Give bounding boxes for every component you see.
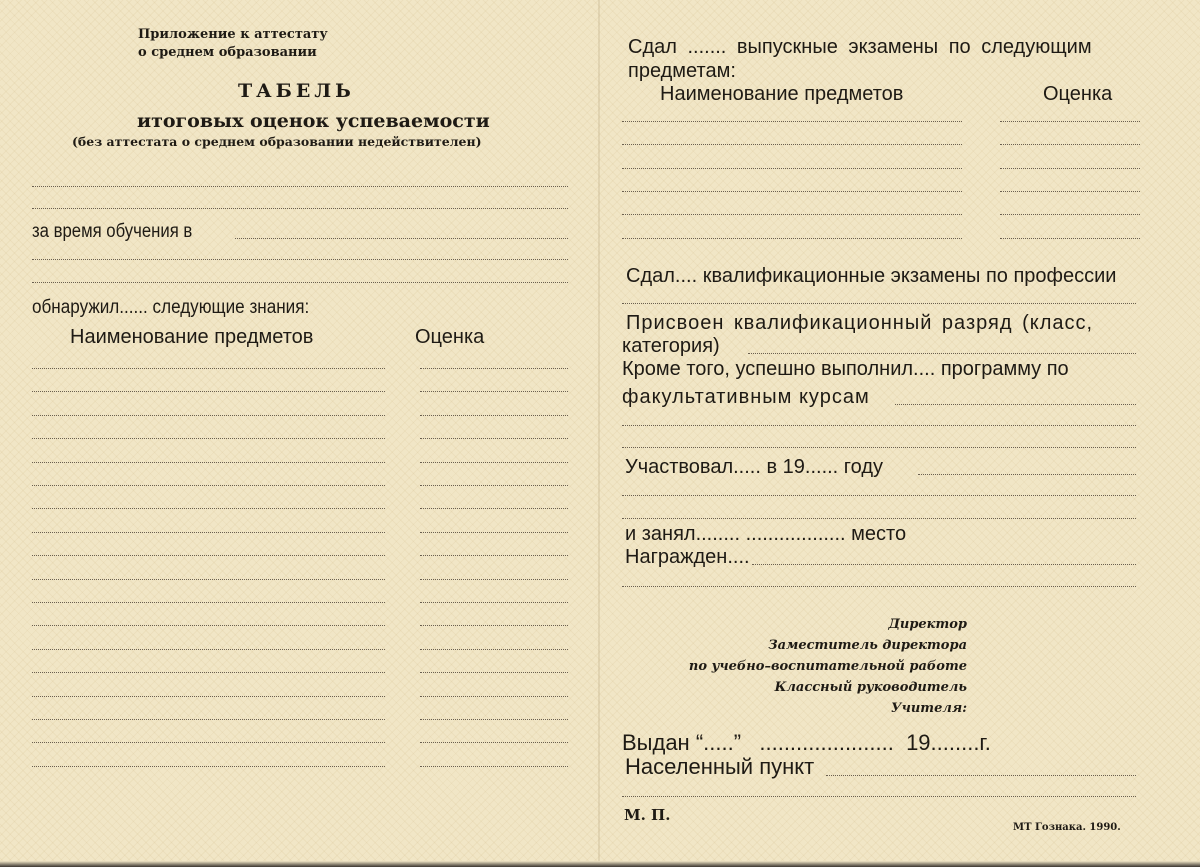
fill-line: [622, 518, 1136, 519]
subjects-header: Наименование предметов: [70, 326, 314, 348]
document-subtitle: итоговых оценок успеваемости: [137, 110, 490, 132]
grade-field: [1000, 168, 1140, 169]
subject-field: [32, 649, 385, 650]
fill-line: [622, 447, 1136, 448]
participated-field: [918, 474, 1136, 475]
fill-line: [622, 495, 1136, 496]
grade-field: [420, 742, 568, 743]
subject-field: [32, 696, 385, 697]
rank-line-1: Присвоен квалификационный разряд (класс,: [626, 312, 1094, 334]
subject-field: [32, 368, 385, 369]
subject-field: [622, 214, 962, 215]
locality-field: [826, 775, 1136, 776]
subject-field: [622, 144, 962, 145]
awarded-field: [752, 564, 1136, 565]
subject-field: [32, 391, 385, 392]
subject-field: [32, 602, 385, 603]
appendix-line-1: Приложение к аттестату: [138, 27, 328, 42]
participated-line: Участвовал..... в 19...... году: [625, 456, 883, 478]
subject-field: [32, 672, 385, 673]
grade-field: [420, 649, 568, 650]
grade-field: [420, 555, 568, 556]
fill-line: [32, 259, 568, 260]
grade-field: [420, 719, 568, 720]
grade-field: [420, 508, 568, 509]
extra-line-2: факультативным курсам: [622, 386, 870, 408]
locality-label: Населенный пункт: [625, 754, 815, 779]
fill-line: [32, 208, 568, 209]
subject-field: [32, 462, 385, 463]
grade-field: [420, 462, 568, 463]
subject-field: [32, 579, 385, 580]
subject-field: [622, 121, 962, 122]
subject-field: [32, 766, 385, 767]
fill-line: [32, 186, 568, 187]
printer-mark: МТ Гознака. 1990.: [1013, 822, 1121, 833]
grade-field: [1000, 144, 1140, 145]
rank-line-2: категория): [622, 335, 720, 357]
fill-line: [622, 586, 1136, 587]
subject-field: [32, 532, 385, 533]
signature-deputy: Заместитель директора: [768, 638, 967, 653]
scan-edge: [0, 861, 1200, 867]
grade-field: [420, 602, 568, 603]
extra-line-1: Кроме того, успешно выполнил.... программу по: [622, 358, 1069, 380]
signatures-block: [689, 614, 967, 719]
study-period-field: [235, 238, 568, 239]
grade-field: [420, 672, 568, 673]
grade-field: [1000, 214, 1140, 215]
subject-field: [32, 508, 385, 509]
subject-field: [32, 485, 385, 486]
rank-field: [748, 353, 1136, 354]
grade-field: [1000, 121, 1140, 122]
grade-field: [420, 766, 568, 767]
signature-director: Директор: [888, 617, 967, 632]
exam-subjects-header: Наименование предметов: [660, 83, 904, 105]
subject-field: [622, 191, 962, 192]
signature-deputy-role: по учебно–воспитательной работе: [688, 659, 967, 674]
grade-field: [420, 485, 568, 486]
stamp-place: М. П.: [624, 806, 671, 824]
grade-field: [420, 532, 568, 533]
exams-line-2: предметам:: [628, 60, 736, 82]
study-period-label: за время обучения в: [32, 221, 193, 242]
grade-field: [420, 438, 568, 439]
grade-field: [420, 368, 568, 369]
place-line: и занял........ .................. место: [625, 523, 907, 545]
subject-field: [622, 168, 962, 169]
validity-note: (без аттестата о среднем образовании недействителен): [72, 134, 482, 149]
grade-field: [420, 579, 568, 580]
page-fold: [598, 0, 600, 867]
subject-field: [32, 625, 385, 626]
grade-field: [420, 696, 568, 697]
issued-line: Выдан “.....” ...................... 19........г.: [622, 730, 991, 755]
grade-field: [420, 391, 568, 392]
document-title: ТАБЕЛЬ: [238, 80, 355, 102]
grade-field: [1000, 191, 1140, 192]
extra-field: [895, 404, 1136, 405]
subject-field: [32, 415, 385, 416]
signature-class-teacher: Классный руководитель: [774, 680, 967, 695]
subject-field: [32, 438, 385, 439]
knowledge-label: обнаружил...... следующие знания:: [32, 297, 310, 318]
grade-field: [420, 625, 568, 626]
grade-field: [1000, 238, 1140, 239]
fill-line: [32, 282, 568, 283]
fill-line: [622, 425, 1136, 426]
subject-field: [622, 238, 962, 239]
appendix-line-2: о среднем образовании: [138, 45, 317, 60]
signature-teachers: Учителя:: [891, 701, 967, 716]
grade-field: [420, 415, 568, 416]
fill-line: [622, 796, 1136, 797]
fill-line: [622, 303, 1136, 304]
awarded-line: Награжден....: [625, 546, 750, 568]
grade-header: Оценка: [415, 326, 485, 348]
qualification-exams: Сдал.... квалификационные экзамены по профессии: [626, 265, 1117, 287]
exam-grade-header: Оценка: [1043, 83, 1113, 105]
subject-field: [32, 555, 385, 556]
exams-line-1: Сдал ....... выпускные экзамены по следующим: [628, 36, 1092, 58]
subject-field: [32, 742, 385, 743]
subject-field: [32, 719, 385, 720]
